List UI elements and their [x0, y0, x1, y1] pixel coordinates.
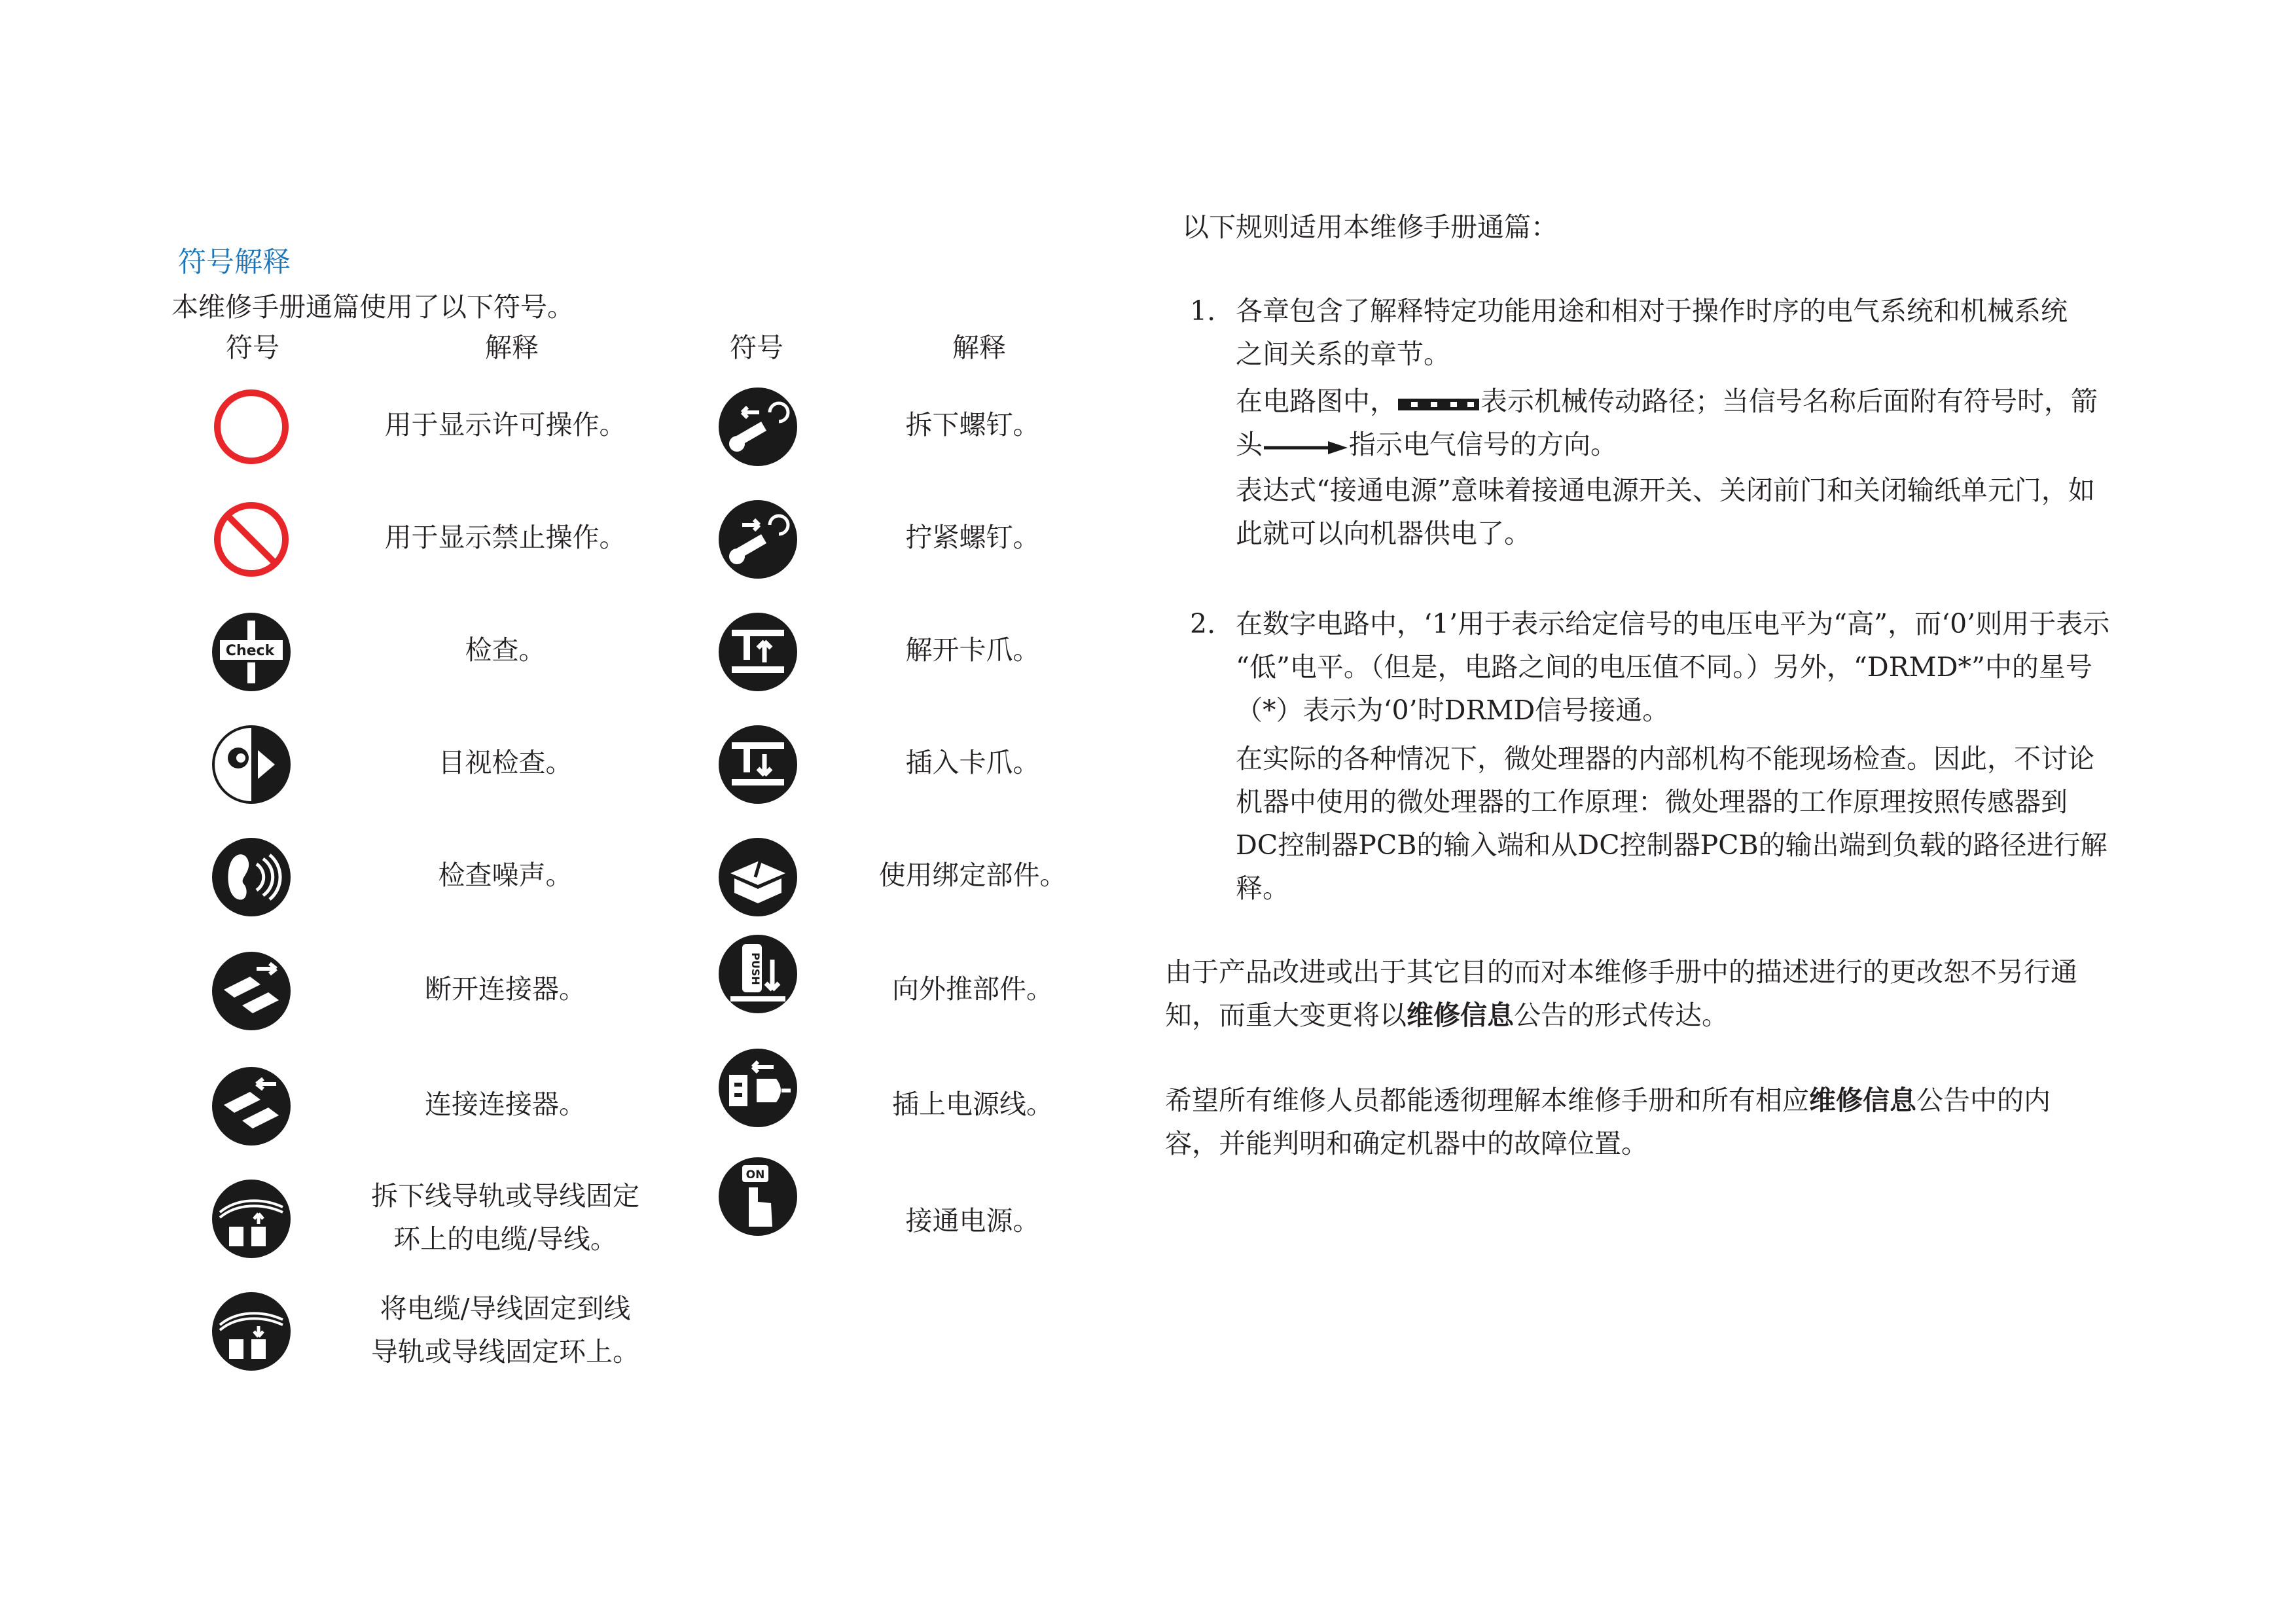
symbol-desc-fix-cable-line2: 导轨或导线固定环上。	[371, 1336, 639, 1367]
visual-check-eye-icon	[211, 724, 292, 805]
column-header-explanation: 解释	[485, 332, 539, 363]
item-2-number: 2.	[1190, 608, 1216, 640]
symbol-desc-check: 检查。	[465, 634, 546, 666]
section-title: 符号解释	[178, 246, 291, 279]
symbol-desc-remove-cable	[335, 1174, 675, 1261]
item-1-number: 1.	[1190, 295, 1216, 327]
permitted-circle-icon	[211, 386, 292, 467]
plug-power-cord-icon	[717, 1047, 798, 1128]
remove-screw-icon	[717, 386, 798, 467]
change-notice-line2	[1165, 994, 1729, 1037]
item-1-p2-line1-a: 在电路图中，	[1236, 386, 1397, 417]
item-2-p1-line3: （*）表示为‘0’时DRMD信号接通。	[1236, 695, 1670, 726]
symbol-desc-remove-screw: 拆下螺钉。	[905, 409, 1040, 441]
on-icon-text: ON	[745, 1168, 765, 1182]
symbol-desc-binding-part: 使用绑定部件。	[878, 859, 1067, 891]
symbol-desc-fix-cable-line1: 将电缆/导线固定到线	[380, 1293, 631, 1324]
symbol-desc-fix-cable	[335, 1287, 675, 1373]
item-1-p3-line1: 表达式“接通电源”意味着接通电源开关、关闭前门和关闭输纸单元门，如	[1236, 475, 2095, 506]
symbol-desc-insert-claw: 插入卡爪。	[905, 747, 1040, 778]
item-2-p1-line2: “低”电平。（但是，电路之间的电压值不同。）另外，“DRMD*”中的星号	[1236, 651, 2092, 683]
service-info-bold-2: 维修信息	[1809, 1085, 1916, 1116]
closing-line2: 容，并能判明和确定机器中的故障位置。	[1165, 1128, 1648, 1159]
change-notice-line1: 由于产品改进或出于其它目的而对本维修手册中的描述进行的更改恕不另行通	[1165, 956, 2077, 988]
change-notice-line2-a: 知，而重大变更将以	[1165, 1000, 1407, 1031]
symbol-desc-tighten-screw: 拧紧螺钉。	[905, 522, 1040, 553]
item-1-p2-line2-b: 指示电气信号的方向。	[1349, 429, 1617, 460]
item-1-p2-line1-b: 表示机械传动路径；当信号名称后面附有符号时，箭	[1480, 386, 2098, 417]
push-part-icon	[717, 933, 798, 1015]
noise-check-ear-icon	[211, 837, 292, 918]
item-2-p1-line1: 在数字电路中，‘1’用于表示给定信号的电压电平为“高”，而‘0’则用于表示	[1236, 608, 2110, 640]
release-claw-icon	[717, 611, 798, 693]
item-2-p2-line2: 机器中使用的微处理器的工作原理：微处理器的工作原理按照传感器到	[1236, 786, 2068, 818]
closing-line1	[1165, 1079, 2051, 1122]
use-binding-part-icon	[717, 837, 798, 918]
item-1-p2-line2	[1236, 423, 1617, 469]
closing-line1-a: 希望所有维修人员都能透彻理解本维修手册和所有相应	[1165, 1085, 1809, 1116]
item-2-p2-line3: DC控制器PCB的输入端和从DC控制器PCB的输出端到负载的路径进行解	[1236, 829, 2108, 861]
change-notice-line2-b: 公告的形式传达。	[1514, 1000, 1729, 1031]
item-1-p3-line2: 此就可以向机器供电了。	[1236, 518, 1531, 549]
item-1-p1-line1: 各章包含了解释特定功能用途和相对于操作时序的电气系统和机械系统	[1236, 295, 2068, 327]
symbol-desc-plug-power: 插上电源线。	[892, 1089, 1053, 1120]
column-header-symbol: 符号	[226, 332, 279, 363]
symbol-desc-noise-check: 检查噪声。	[438, 859, 573, 891]
insert-claw-icon	[717, 724, 798, 805]
tighten-screw-icon	[717, 499, 798, 580]
symbol-desc-push-part: 向外推部件。	[892, 973, 1053, 1005]
symbol-desc-remove-cable-line1: 拆下线导轨或导线固定	[371, 1180, 639, 1212]
rules-lead: 以下规则适用本维修手册通篇：	[1182, 211, 1558, 243]
item-1-p2-line1	[1236, 380, 2098, 425]
symbol-desc-permitted: 用于显示许可操作。	[384, 409, 626, 441]
closing-line1-b: 公告中的内	[1916, 1085, 2051, 1116]
check-icon	[211, 611, 292, 693]
symbol-desc-disconnect: 断开连接器。	[425, 973, 586, 1005]
disconnect-connector-icon	[211, 950, 292, 1032]
intro-text: 本维修手册通篇使用了以下符号。	[171, 291, 574, 323]
signal-direction-arrow-symbol	[1263, 425, 1349, 469]
fix-cable-to-guide-icon	[211, 1291, 292, 1372]
item-2-p2-line4: 释。	[1236, 873, 1289, 904]
symbol-desc-release-claw: 解开卡爪。	[905, 634, 1040, 666]
symbol-desc-power-on: 接通电源。	[905, 1205, 1040, 1236]
mechanical-drive-path-symbol	[1397, 382, 1480, 425]
symbol-desc-visual-check: 目视检查。	[438, 747, 573, 778]
remove-cable-from-guide-icon	[211, 1178, 292, 1259]
column-header-explanation-2: 解释	[952, 332, 1006, 363]
push-icon-text: PUSH	[749, 952, 762, 985]
item-1-p2-line2-a: 头	[1236, 429, 1263, 460]
power-on-icon	[717, 1156, 798, 1237]
connect-connector-icon	[211, 1066, 292, 1147]
symbol-desc-connect: 连接连接器。	[425, 1089, 586, 1120]
service-info-bold: 维修信息	[1407, 1000, 1514, 1031]
item-1-p1-line2: 之间关系的章节。	[1236, 338, 1450, 370]
prohibited-circle-icon	[211, 499, 292, 580]
item-2-p2-line1: 在实际的各种情况下，微处理器的内部机构不能现场检查。因此，不讨论	[1236, 743, 2094, 774]
check-icon-text: Check	[225, 643, 275, 659]
symbol-desc-prohibited: 用于显示禁止操作。	[384, 522, 626, 553]
symbol-desc-remove-cable-line2: 环上的电缆/导线。	[393, 1223, 617, 1255]
column-header-symbol-2: 符号	[730, 332, 783, 363]
